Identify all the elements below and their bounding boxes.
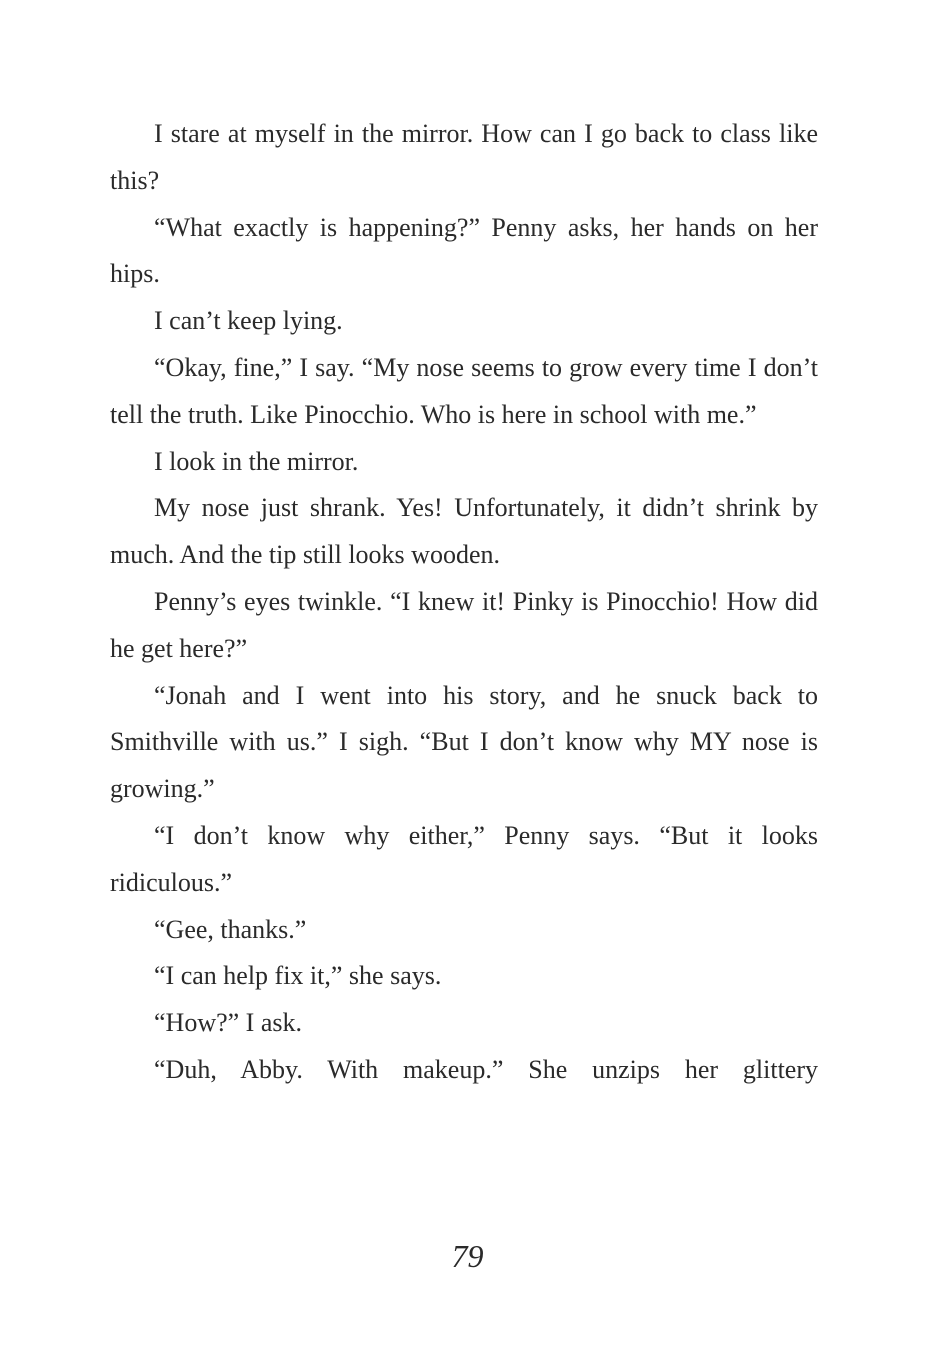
paragraph-10: “Gee, thanks.” [154, 914, 307, 944]
paragraph-9: “I don’t know why either,” Penny says. “But it looks ridiculous.” [110, 820, 818, 897]
paragraph-3: I can’t keep lying. [154, 306, 343, 336]
body-text [110, 111, 818, 1094]
paragraph-5: I look in the mirror. [154, 446, 359, 476]
paragraph-4: “Okay, fine,” I say. “My nose seems to grow every time I don’t tell the truth. Like Pinocchio. Who is here in school with me.” [110, 352, 818, 429]
paragraph-1: I stare at myself in the mirror. How can I go back to class like this? [110, 119, 818, 195]
paragraph-7: Penny’s eyes twinkle. “I knew it! Pinky is Pinocchio! How did he get here?” [110, 586, 818, 663]
paragraph-13: “Duh, Abby. With makeup.” She unzips her glittery [154, 1054, 818, 1084]
paragraph-11: “I can help fix it,” she says. [154, 961, 442, 991]
paragraph-8: “Jonah and I went into his story, and he snuck back to Smithville with us.” I sigh. “But I don’t know why MY nose is growing.” [110, 680, 818, 804]
paragraph-12: “How?” I ask. [154, 1008, 302, 1038]
page-number: 79 [451, 1238, 484, 1274]
paragraph-6: My nose just shrank. Yes! Unfortunately, it didn’t shrink by much. And the tip still looks wooden. [110, 493, 818, 570]
paragraph-2: “What exactly is happening?” Penny asks, her hands on her hips. [110, 212, 818, 289]
